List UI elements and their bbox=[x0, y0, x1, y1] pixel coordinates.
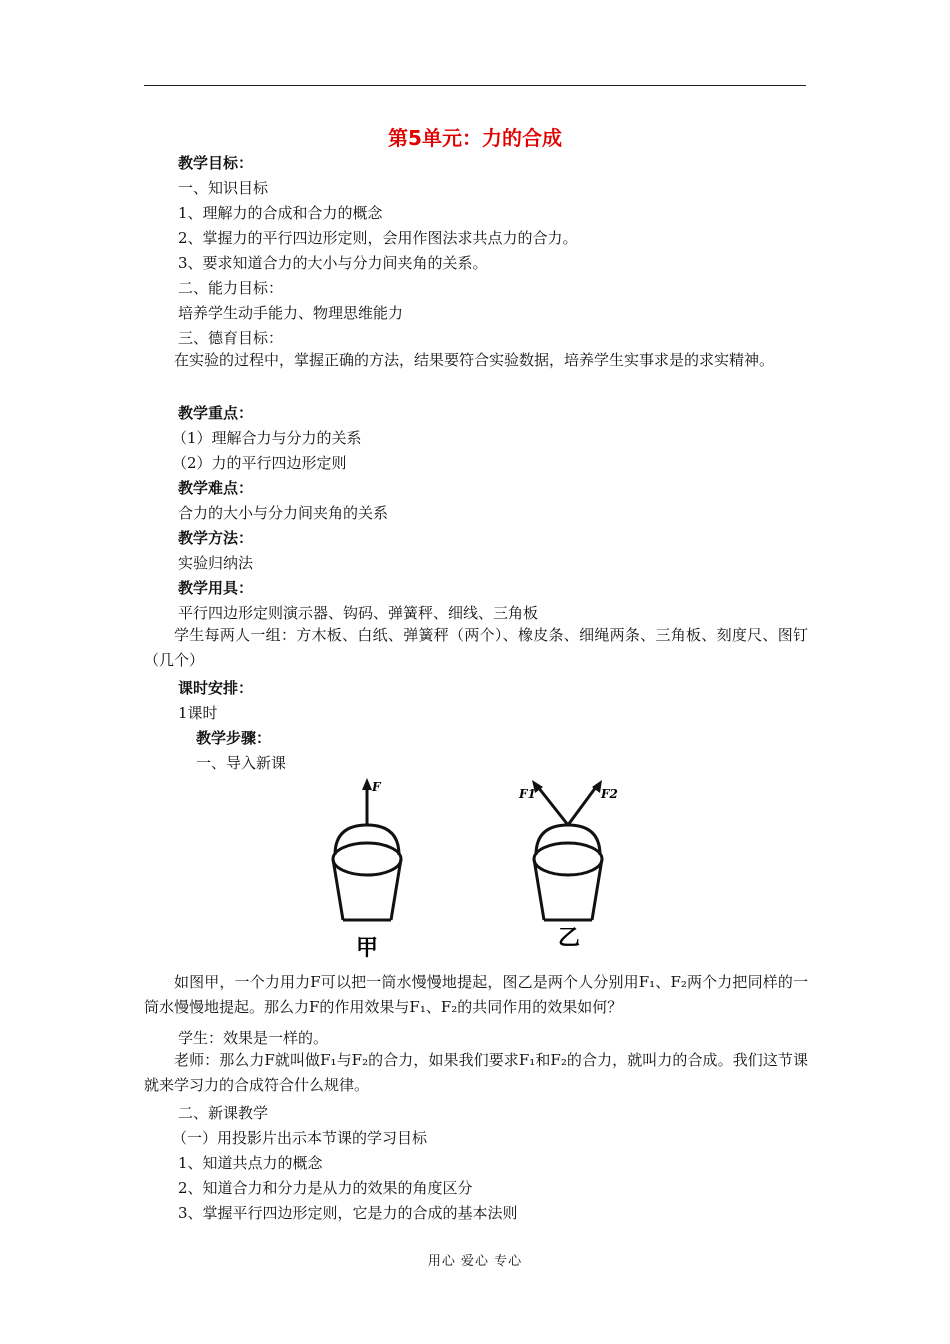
force-F1-label: F1 bbox=[519, 787, 536, 801]
difficulty-heading: 教学难点： bbox=[178, 479, 254, 497]
goals-subheading: （一）用投影片出示本节课的学习目标 bbox=[172, 1129, 428, 1147]
bucket-right bbox=[534, 787, 602, 920]
method-text: 实验归纳法 bbox=[178, 554, 254, 572]
key-point-item: （2）力的平行四边形定则 bbox=[172, 454, 347, 472]
force-F-arrow bbox=[362, 778, 372, 790]
bucket-handle bbox=[335, 825, 399, 855]
student-answer: 学生：效果是一样的。 bbox=[178, 1029, 329, 1047]
force-F2-label: F2 bbox=[601, 787, 618, 801]
force-F-label: F bbox=[372, 780, 381, 794]
moral-heading: 三、德育目标： bbox=[178, 329, 284, 347]
figure-label-right: 乙 bbox=[558, 925, 581, 951]
knowledge-heading: 一、知识目标 bbox=[178, 179, 269, 197]
knowledge-item: 3、要求知道合力的大小与分力间夹角的关系。 bbox=[178, 254, 488, 272]
force-F1-line bbox=[538, 787, 568, 825]
bucket-handle bbox=[536, 825, 600, 855]
header-rule bbox=[144, 85, 806, 86]
page-title: 第5单元：力的合成 bbox=[388, 126, 562, 150]
steps-heading: 教学步骤： bbox=[196, 729, 272, 747]
page-footer: 用心 爱心 专心 bbox=[427, 1254, 523, 1269]
difficulty-text: 合力的大小与分力间夹角的关系 bbox=[178, 504, 389, 522]
figure-label-left: 甲 bbox=[356, 935, 379, 960]
teacher-remark: 老师：那么力F就叫做F₁与F₂的合力，如果我们要求F₁和F₂的合力，就叫力的合成。我们这节课就来学习力的合成符合什么规律。 bbox=[144, 1051, 808, 1094]
bucket-left bbox=[333, 787, 401, 920]
objectives-heading: 教学目标： bbox=[178, 154, 254, 172]
new-lesson-heading: 二、新课教学 bbox=[178, 1104, 269, 1122]
intro-paragraph: 如图甲，一个力用力F可以把一筒水慢慢地提起，图乙是两个人分别用F₁、F₂两个力把同样的一筒水慢慢地提起。那么力F的作用效果与F₁、F₂的共同作用的效果如何？ bbox=[144, 973, 808, 1016]
schedule-text: 1课时 bbox=[178, 704, 218, 722]
ability-text: 培养学生动手能力、物理思维能力 bbox=[178, 304, 404, 322]
bucket-figure bbox=[320, 775, 640, 960]
ability-heading: 二、能力目标： bbox=[178, 279, 284, 297]
force-F2-line bbox=[568, 787, 596, 825]
intro-heading: 一、导入新课 bbox=[196, 754, 287, 772]
key-point-item: （1）理解合力与分力的关系 bbox=[172, 429, 362, 447]
knowledge-item: 2、掌握力的平行四边形定则，会用作图法求共点力的合力。 bbox=[178, 229, 578, 247]
method-heading: 教学方法： bbox=[178, 529, 254, 547]
tools-students: 学生每两人一组：方木板、白纸、弹簧秤（两个）、橡皮条、细绳两条、三角板、刻度尺、图钉（几个） bbox=[144, 626, 808, 669]
key-points-heading: 教学重点： bbox=[178, 404, 254, 422]
schedule-heading: 课时安排： bbox=[178, 679, 254, 697]
moral-text: 在实验的过程中，掌握正确的方法，结果要符合实验数据，培养学生实事求是的求实精神。 bbox=[174, 351, 775, 369]
goal-item: 3、掌握平行四边形定则，它是力的合成的基本法则 bbox=[178, 1204, 518, 1222]
knowledge-item: 1、理解力的合成和合力的概念 bbox=[178, 204, 383, 222]
tools-text: 平行四边形定则演示器、钩码、弹簧秤、细线、三角板 bbox=[178, 604, 539, 622]
goal-item: 2、知道合力和分力是从力的效果的角度区分 bbox=[178, 1179, 473, 1197]
tools-heading: 教学用具： bbox=[178, 579, 254, 597]
goal-item: 1、知道共点力的概念 bbox=[178, 1154, 323, 1172]
